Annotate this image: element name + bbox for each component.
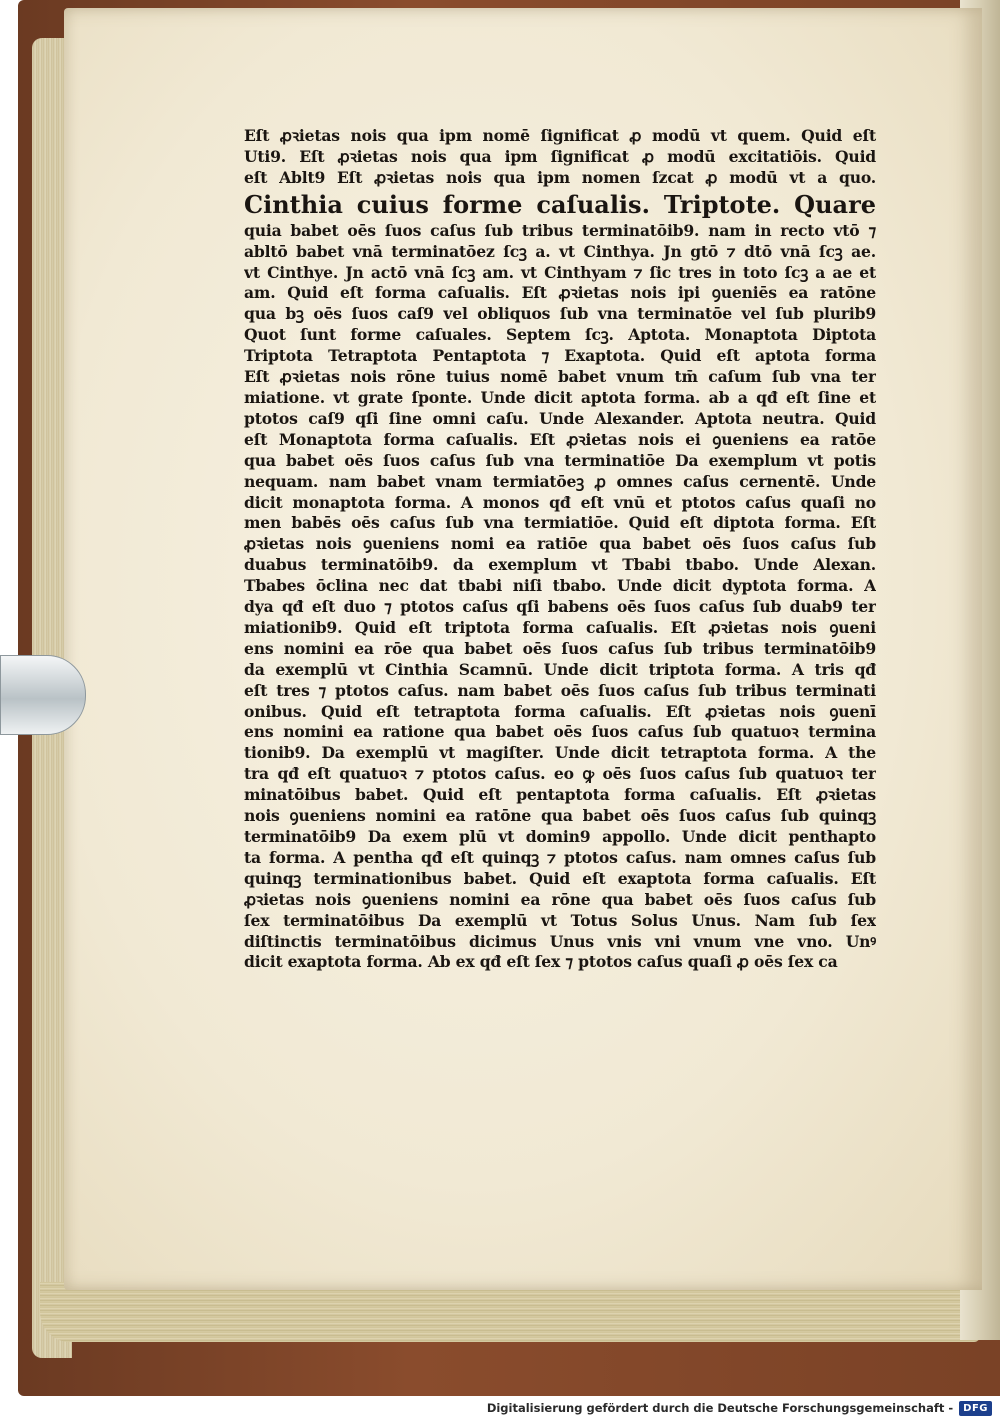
text-line: ens nomini ea rōe qua babet oēs ſuos caſus ſub tribus terminatōib9 [244, 638, 876, 658]
text-line: diſtinctis terminatōibus dicimus Unus vnis vni vnum vne vno. Unꝰ [244, 931, 876, 951]
text-line: ſex terminatōibus Da exemplū vt Totus Solus Unus. Nam ſub ſex [244, 910, 876, 930]
text-line: qua bꝫ oēs ſuos caſ9 vel obliquos ſub vna terminatōe vel ſub plurib9 [244, 304, 876, 324]
text-line: quia babet oēs ſuos caſus ſub tribus terminatōib9. nam in recto vtō ⁊ [244, 220, 876, 240]
dfg-logo: DFG [959, 1401, 992, 1416]
text-line: terminatōib9 Da exem plū vt domin9 appollo. Unde dicit penthapto [244, 827, 876, 846]
text-line: Tbabes ōclina nec dat tbabi niſi tbabo. Unde dicit dyptota forma. A [244, 576, 876, 596]
text-line: miationib9. Quid eſt triptota forma caſualis. Eſt ꝓꝛietas nois ꝯueni [244, 617, 876, 637]
text-line: duabus terminatōib9. da exemplum vt Tbabi tbabo. Unde Alexan. [244, 555, 876, 575]
text-line: abltō babet vnā terminatōez ſcꝫ a. vt Cinthya. Jn gtō ⁊ dtō vnā ſcꝫ ae. [244, 241, 876, 261]
text-line: Triptota Tetraptota Pentaptota ⁊ Exaptota. Quid eſt aptota forma [244, 346, 876, 366]
digitization-credit [487, 1398, 992, 1418]
text-line: ꝓꝛietas nois ꝯueniens nomini ea rōne qua babet oēs ſuos caſus ſub [244, 889, 876, 909]
text-line: Eſt ꝓꝛietas nois qua ipm nomē ſignificat ꝓ modū vt quem. Quid eſt [244, 126, 876, 145]
text-line: onibus. Quid eſt tetraptota forma caſualis. Eſt ꝓꝛietas nois ꝯuenī [244, 701, 876, 721]
heading-line: Cinthia cuius forme caſualis. Triptote. Quare [244, 189, 876, 219]
text-line: nequam. nam babet vnam termiatōeꝫ ꝓ omnes caſus cernentē. Unde [244, 471, 876, 491]
text-line: qua babet oēs ſuos caſus ſub vna terminatiōe Da exemplum vt potis [244, 450, 876, 470]
text-line: Eſt ꝓꝛietas nois rōne tuius nomē babet vnum tm̄ caſum ſub vna ter [244, 367, 876, 387]
text-line: Quot ſunt forme caſuales. Septem ſcꝫ. Aptota. Monaptota Diptota [244, 325, 876, 345]
text-line: men babēs oēs caſus ſub vna termiatiōe. Quid eſt diptota forma. Eſt [244, 513, 876, 533]
text-line: tionib9. Da exemplū vt magiſter. Unde dicit tetraptota forma. A the [244, 743, 876, 763]
text-line: quinqꝫ terminationibus babet. Quid eſt exaptota forma caſualis. Eſt [244, 868, 876, 888]
text-line: am. Quid eſt forma caſualis. Eſt ꝓꝛietas nois ipi ꝯueniēs ea ratōne [244, 283, 876, 303]
text-line: ptotos caſ9 qſi ſine omni caſu. Unde Alexander. Aptota neutra. Quid [244, 408, 876, 428]
text-line: dicit monaptota forma. A monos qđ eſt vnū et ptotos caſus quaſi no [244, 492, 876, 512]
text-line: ta forma. A pentha qđ eſt quinqꝫ ⁊ ptotos caſus. nam omnes caſus ſub [244, 847, 876, 867]
printed-text-block [244, 126, 876, 973]
text-line: da exemplū vt Cinthia Scamnū. Unde dicit triptota forma. A tris qđ [244, 659, 876, 679]
page-clip [0, 655, 86, 735]
text-line: Uti9. Eſt ꝓꝛietas nois qua ipm ſignificat ꝓ modū excitatiōis. Quid [244, 146, 876, 166]
text-line: tra qđ eſt quatuoꝛ ⁊ ptotos caſus. eo ꝙ oēs ſuos caſus ſub quatuoꝛ ter [244, 764, 876, 784]
text-line: dya qđ eſt duo ⁊ ptotos caſus qſi babens oēs ſuos caſus ſub duab9 ter [244, 597, 876, 617]
credit-text: Digitalisierung gefördert durch die Deutsche Forschungsgemeinschaft - [486, 1401, 954, 1415]
text-line: dicit exaptota forma. Ab ex qđ eſt ſex ⁊ ptotos caſus quaſi ꝓ oēs ſex ca [244, 952, 838, 972]
text-line: ꝓꝛietas nois ꝯueniens nomi ea ratiōe qua babet oēs ſuos caſus ſub [244, 534, 876, 554]
page-edges-bottom [40, 1282, 980, 1342]
text-line: minatōibus babet. Quid eſt pentaptota forma caſualis. Eſt ꝓꝛietas [244, 785, 876, 805]
text-line: vt Cinthye. Jn actō vnā ſcꝫ am. vt Cinthyam ⁊ ſic tres in toto ſcꝫ a ae et [244, 262, 876, 282]
text-line: miatione. vt grate ſponte. Unde dicit aptota forma. ab a qđ eſt ſine et [244, 387, 876, 407]
text-line: eſt tres ⁊ ptotos caſus. nam babet oēs ſuos caſus ſub tribus terminati [244, 680, 876, 700]
text-line: eſt Monaptota forma caſualis. Eſt ꝓꝛietas nois ei ꝯueniens ea ratōe [244, 429, 876, 449]
text-line: ens nomini ea ratione qua babet oēs ſuos caſus ſub quatuoꝛ termina [244, 722, 876, 742]
text-line: eſt Ablt9 Eſt ꝓꝛietas nois qua ipm nomen ſzcat ꝓ modū vt a quo. [244, 167, 876, 187]
text-line: nois ꝯueniens nomini ea ratōne qua babet oēs ſuos caſus ſub quinqꝫ [244, 806, 876, 826]
